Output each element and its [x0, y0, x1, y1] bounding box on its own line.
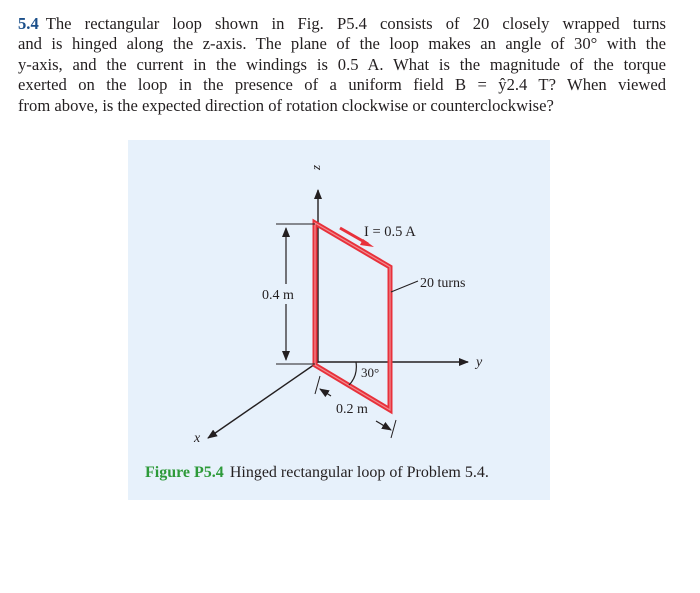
- turns-leader: [391, 281, 418, 292]
- angle-label: 30°: [361, 365, 380, 380]
- x-axis: [208, 362, 318, 438]
- width-label: 0.2 m: [336, 402, 368, 417]
- loop-diagram: [128, 140, 550, 500]
- width-dimension-left-tick: [315, 376, 320, 394]
- figure-panel: [128, 140, 550, 500]
- current-label: I = 0.5 A: [364, 224, 416, 240]
- problem-line-1: The rectangular loop shown in Fig. P5.4 consists of 20 closely wrapped turns: [45, 14, 666, 33]
- loop-coil-inner: [315, 223, 390, 410]
- width-dimension-line-left: [320, 389, 331, 396]
- width-dimension-line-right: [376, 421, 391, 430]
- angle-arc: [349, 362, 356, 385]
- problem-line-5: from above, is the expected direction of rotation clockwise or counterclockwise?: [18, 95, 554, 115]
- width-dimension-right-tick: [391, 420, 396, 438]
- y-axis-label: y: [476, 355, 483, 370]
- problem-statement: [18, 14, 666, 116]
- z-axis-label: z: [308, 164, 323, 170]
- figure-caption-label: Figure P5.4: [145, 464, 224, 481]
- problem-line-3: y-axis, and the current in the windings is 0.5 A. What is the magnitude of the torque: [18, 54, 666, 74]
- figure-caption: [145, 464, 489, 482]
- loop-coil: [315, 223, 390, 410]
- problem-line-2: and is hinged along the z-axis. The plane of the loop makes an angle of 30° with the: [18, 34, 666, 54]
- problem-line-4: exerted on the loop in the presence of a uniform field B = ŷ2.4 T? When viewed: [18, 75, 666, 95]
- figure-caption-text: Hinged rectangular loop of Problem 5.4.: [229, 464, 489, 481]
- height-label: 0.4 m: [262, 288, 294, 303]
- x-axis-label: x: [194, 431, 201, 446]
- problem-number: 5.4: [18, 14, 39, 33]
- turns-label: 20 turns: [420, 276, 466, 291]
